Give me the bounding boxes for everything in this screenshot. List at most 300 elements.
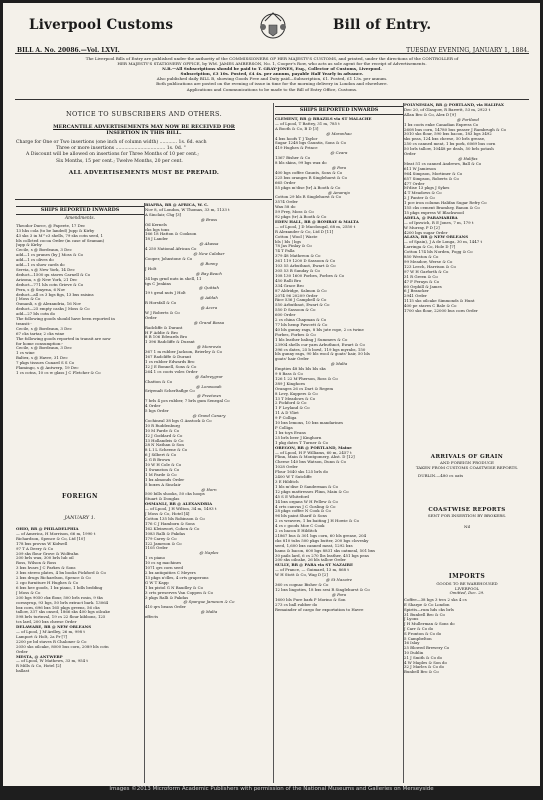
subscribers-notice	[16, 107, 272, 176]
entry-line: 360 cs cognac Bisher & Co	[275, 583, 329, 587]
entry-line: 12 J Goddard & Co	[145, 433, 183, 438]
grain-arrivals-box	[404, 451, 530, 478]
entry-line: @ Monrovia	[197, 345, 221, 350]
section-heading: SHIPS REPORTED INWARDS	[275, 106, 403, 115]
entry-line: 10 bxs lemons, 10 bxs mandarines	[275, 421, 343, 426]
entry-line: 598 brls turtnval, 19 cs 22 flour kibbons, 125	[16, 615, 106, 620]
coastwise-nil: Nil	[463, 524, 471, 529]
grain-heading: ARRIVALS OF GRAIN	[430, 454, 504, 460]
entry-line: 8 B 106 Edwards Bro	[145, 335, 188, 340]
column-1	[16, 203, 144, 376]
column-4-entries	[404, 103, 532, 314]
entry-line: 8 L I L Scheene & Co	[145, 448, 188, 453]
entry-line: tcs lard, 200 bxs cheese Order	[16, 620, 77, 625]
entry-line: 1600 bls Pure bark P Morino & Son	[275, 597, 346, 602]
entry-line: 665 Order	[275, 180, 296, 185]
entry-line: @ Ceara	[330, 151, 348, 156]
entry-line: J Lyons	[404, 617, 419, 622]
entry-line: 32 J Marles & Co do	[404, 665, 445, 670]
entry-line: 1 cs piano	[145, 556, 166, 561]
entry-line: Radcliffe & Durant	[145, 325, 183, 330]
entry-line: bls | bls | bgs	[275, 239, 302, 244]
entry-line: @ Naples	[199, 551, 219, 556]
entry-line: — of Lpool, W Mathews, 33 m, 954 t	[16, 659, 88, 664]
entry-line: 87 Aldridge, Salmon & Co	[275, 288, 327, 293]
entry-line: ballast	[16, 669, 30, 674]
entry-line: H F Addie & Bro	[145, 330, 178, 335]
entry-line: deduct—25 empty casks J Moss & Co	[16, 307, 90, 312]
notice-line: N.B.—All Subscriptions should be paid to T. GRAY-JONES, Esq., Collector of Customs, Liverpool.	[162, 66, 382, 72]
entry-line: 1 396 Radcliffe & Durant	[145, 340, 195, 345]
entry-line: 13 T Meadows & Co	[275, 396, 316, 401]
entry-line: 78 Jas Finlay & Co	[275, 244, 312, 249]
entry-line: ADELA, @ PARAMARIBA	[404, 215, 458, 220]
entry-line: Baltex, s @ Havre, 31 Dec	[16, 356, 68, 361]
entry-line: 550 Arbuthnot, Ewart & Co	[275, 303, 330, 308]
entry-line: Richardson, Spence & Co, Ltd [10]	[16, 536, 85, 541]
entry-line: 96 bls paint Sharif & Sons	[275, 514, 327, 519]
entry-line: 1 bls leather baling J Summers & Co	[275, 337, 348, 342]
entry-line: 850 Weston & Co	[404, 255, 439, 260]
entry-line: @ Sabreygrar	[195, 374, 223, 379]
entry-line: 2 J Panter & Co	[404, 196, 435, 201]
entry-line: Pera, s @ Smyrna, 6 Nov	[16, 287, 66, 292]
entry-line: 4 bxs hoofs T J Taylor	[275, 136, 318, 141]
entry-line: Cotton 135 bls Robinson & Co	[145, 517, 205, 521]
entry-line: 50 brls tallow, 10448 pe deals, 50 brls potash	[404, 147, 494, 152]
entry-line: 67 cks tartar, 2 cks wine	[16, 331, 65, 336]
masthead-title-right: Bill of Entry.	[333, 17, 432, 33]
entry-line: @ Accra	[200, 306, 218, 311]
entry-line: Oil Kernels	[145, 222, 167, 227]
entry-line: add—1 cs prunes (by J Moss & Co	[16, 253, 84, 258]
entry-line: 1 bls m'dise D Sanderman & Co	[275, 484, 338, 489]
entry-line: cks bgs tons	[145, 227, 170, 232]
entry-line: Bunbell Bro & Co	[404, 670, 439, 675]
section-heading: SHIPS REPORTED INWARDS	[16, 206, 144, 215]
all-ads-prepaid: ALL ADVERTISEMENTS MUST BE PREPAID.	[68, 169, 220, 176]
entry-line: POLYNESIAN, BR @ PORTLAND, via HALIFAX	[404, 103, 504, 107]
entry-line: Servia, s @ New York, 14 Dec	[16, 267, 75, 272]
entry-line: 1 bx toys Evans	[275, 430, 306, 435]
entry-line: 477 Order	[404, 181, 425, 186]
entry-line: — of Lpool, J H Wilton, 34 m, 1493 t	[145, 507, 217, 512]
entry-line: Cotton 29 bls R Singlehurst & Co	[275, 195, 341, 200]
entry-line: 16 Islay	[404, 641, 420, 646]
entry-line: CLEMENT, BR @ BRAZILS via ST MALACHE	[275, 116, 372, 121]
column-3	[275, 103, 403, 612]
entry-line: 3 E Hilditch	[275, 479, 299, 484]
entry-line: @ St Nazaire	[325, 578, 353, 583]
notice-rule	[15, 99, 529, 100]
entry-line: 59 Frey, Moss & Co	[275, 210, 314, 215]
entry-line: @ Spargue Jameson & Co	[183, 600, 235, 605]
entry-line: @ New Calabar	[193, 252, 225, 257]
entry-line: 21867 bus & 301 bgs corn, 60 bls grease, 204	[275, 533, 367, 538]
amendments-heading: Amendments.	[65, 215, 95, 221]
grain-dublin: DUBLIN.—480 cs oats	[418, 473, 464, 478]
entry-line: Arizona, s @ New York, 21 Dec	[16, 277, 78, 282]
entry-line: sks peas, 124 bxs cheese, 50 brls grease,	[404, 137, 486, 142]
entry-line: 3 bxs stereo plates, 4 bx books Pickford & Co	[16, 571, 106, 576]
entry-line: 4 T Meadows & Co	[404, 191, 442, 196]
entry-line: @ Akassa	[199, 242, 219, 247]
entry-line: 2608 bus corn, 14780 bus peaser J Rambrugh & Co	[404, 127, 507, 132]
entry-line: 1 M Parde & Co	[145, 472, 177, 477]
entry-line: Flamingo, s @ Antwerp, 19 Dec	[16, 366, 79, 371]
entry-line: 2 Pickford & Co	[275, 401, 307, 406]
entry-line: 334 Grace Bro	[275, 283, 304, 288]
entry-line: 3574 Order	[275, 200, 298, 205]
entry-line: 2 G B Brown	[145, 458, 171, 463]
entry-line: 28 pkgs coffee N Cook & Co	[275, 509, 331, 514]
entry-line: 1 Swanston & Co	[145, 467, 180, 472]
entry-line: 2941 Order	[404, 294, 427, 299]
masthead-rule	[15, 53, 529, 54]
royal-crest-icon	[255, 7, 291, 43]
entry-line: add—1 cs olives do	[16, 258, 54, 263]
column-3-entries	[275, 117, 403, 613]
entry-line: 25 Blowed Brewery Co	[404, 646, 450, 651]
imports-box	[404, 575, 530, 675]
entry-line: 3 crts preserves Van Coppen & Co	[145, 590, 213, 595]
entry-line: 1105 Order	[145, 546, 168, 551]
entry-line: deduct—771 hls cotn Grieve & Co	[16, 282, 84, 287]
copyright-footer: Images ©2013 Microform Academic Publishers with permission of the National Museums and Galleries on Merseyside	[109, 786, 434, 792]
entry-line: DELAWARE, BR @ NEW ORLEANS	[16, 625, 92, 630]
entry-line: 4 Order	[145, 404, 161, 409]
entry-line: 1 bx almonds Order	[145, 477, 185, 482]
entry-line: 25 brls beer J Kinghorn	[275, 435, 322, 440]
entry-line: Ross, Wilson & Ross	[16, 561, 57, 566]
entry-line: — of Lpool, H F Williams, 60 m, 2457 t	[275, 450, 352, 455]
entry-line: add—1 cs show cards do	[16, 263, 65, 268]
entry-line: 11 A D Vliet	[275, 411, 299, 416]
issue-date: TUESDAY EVENING, JANUARY 1, 1884.	[406, 47, 529, 54]
entry-line: 77 bls hemp Fawcett & Co	[275, 322, 328, 327]
entry-line: @ Bay Beach	[196, 271, 222, 276]
foreign-entries-list	[16, 527, 144, 674]
entry-line: 200 brls wax, 300 brls lub oil	[16, 556, 74, 561]
entry-line: Flinn, Main & Montgomery, Ahst. D [12]	[275, 455, 355, 460]
entry-line: 2 cs china Chapman & Co	[275, 318, 327, 323]
notice-line: Both publications are posted on the evening of issue in time for the morning delivery in London and elsewhere.	[156, 81, 388, 87]
coastwise-subheading: SENT FOR INSERTION BY BROKERS.	[427, 513, 507, 518]
entry-line: 6 J Silbert & Co	[145, 453, 177, 458]
entry-line: 15 pkgs express W Blackwood	[404, 210, 464, 215]
entry-line: deduct—1500 qu staves Carnell & Co	[16, 272, 91, 277]
entry-line: 410 qrs beans Order	[145, 605, 186, 610]
column-4	[404, 103, 532, 314]
entry-line: 9 P Colliga	[275, 416, 297, 421]
entry-line: OREGON, BR @ PORTLAND, Maine	[275, 445, 352, 450]
entry-line: 9 8 Bass & Co	[275, 372, 303, 377]
notice-line: Subscription, £3 10s. Posted, £4 4s. per annum, payable Half Yearly in advance.	[180, 71, 364, 77]
entry-line: Theodor Durce, @ Papeete, 17 Dec	[16, 223, 86, 228]
entry-line: 31 R Green & Co	[404, 274, 438, 279]
entry-line: J Moss & Co, Hotel [4]	[145, 512, 190, 517]
entry-line: M'dise 13 pkgs J Sykes	[404, 186, 450, 191]
entry-line: 92 pkgs (tr) A Booth & Co	[275, 215, 327, 220]
entry-line: 7 brls 4 pcs rubber, 7 brls gum Senegal Co	[145, 399, 230, 404]
entry-line: hams & bacon, 600 bgs 8831 sks oatmeal, 501 bxs	[275, 548, 375, 553]
foreign-heading: FOREIGN	[62, 493, 98, 500]
notice-line: HER MAJESTY'S STATIONERY OFFICE, by WM. JAMES AMBERSON, No. 1, Cooper's Row, who acts as sole agent for the receipt of Advertisements.	[117, 61, 427, 67]
entry-line: 225 bxs oranges R Singlehurst & Co	[275, 175, 347, 180]
entry-line: tallow, 337 sks onsed, 1866 sks 400 bgs oilcake	[16, 610, 111, 615]
charge-line: A Discount will be allowed on insertions for Three Months of 10 per cent.;	[26, 152, 199, 158]
mercantile-ads-line: MERCANTILE ADVERTISEMENTS MAY NOW BE RECEIVED FOR	[53, 124, 235, 131]
entry-line: W J Roberts & Co	[145, 310, 180, 315]
entry-line: 178 bxs provns W Kidwell	[16, 541, 68, 546]
entry-line: — of Ipswich, R E Jones, 7 m, 179 t	[404, 220, 474, 225]
entry-line: goats' hair Order	[275, 357, 309, 362]
entry-line: 4 W Maples & Son do	[404, 660, 447, 665]
entry-line: 23904 shells cur yarn Arbuthnot, Ewart & Co	[275, 342, 365, 347]
entry-line: 2 cgo furniture H Hughes & Co	[16, 580, 79, 585]
entry-line: @ Quittah	[198, 286, 220, 291]
entry-line: 209 sks flour Grove & Wolfrahn	[16, 551, 79, 556]
entry-line: 500 bills shooks, 50 cks hoops	[145, 492, 205, 497]
entry-line: 400 pe staves C Bale & Co	[404, 304, 457, 309]
entry-line: A Booth & Co, B D [3]	[275, 126, 319, 131]
entry-line: 21 J Smith & Co do	[404, 655, 442, 660]
subscribers-heading: NOTICE TO SUBSCRIBERS AND OTHERS.	[65, 110, 223, 118]
entry-line: Stuart & Douglas	[145, 497, 180, 502]
entry-line: 155 cks cement Bramhey, Banon & Co	[404, 206, 480, 211]
entry-line: Cecile, s @ Bordeaux, 3 Dec	[16, 248, 72, 253]
entry-line: @ Para	[331, 165, 347, 170]
entry-line: 1071 qrs corn seed	[145, 566, 183, 571]
entry-line: cornsyrup, 93 bgs, 50 brls extract bark. 13064	[16, 600, 109, 605]
entry-line: 12 bxs lingoties, 18 bxs sesi R Singlehurst & Co	[275, 587, 370, 592]
entry-line: 3010 sks flour, 590 bxs bacon, 183 bgs 3492	[404, 132, 492, 137]
entry-line: Remainder of cargo for exportation to Havre	[275, 607, 364, 612]
charge-line: Charge for One or Two insertions (one inch of column width) ............ 1s. 6d. each	[16, 140, 207, 146]
entry-line: 97 T A Deery & Co	[16, 546, 54, 551]
entry-line: 122 Jameson & Co	[145, 541, 182, 546]
entry-line: 2400 W T Sutcliffe	[275, 475, 312, 480]
entry-line: Cooper, Johnstone & Co	[145, 256, 193, 261]
entry-line: for home consumption:-	[16, 341, 63, 346]
entry-line: — of Lpool, J M'Ardley, 26 m, 998 t	[16, 630, 85, 635]
entry-line: 1 pce iron column Halifax Sugar Refry Co	[404, 201, 487, 206]
entry-line: SULLY, BR @ PARA via ST NAZAIRE	[275, 563, 353, 568]
entry-line: @ Freetown	[196, 394, 222, 399]
entry-line: R Mills & Co, Hotel [2]	[16, 664, 62, 669]
entry-line: 1 cs wine	[16, 351, 35, 356]
entry-line: 30 pails lard, 6 cs 270 lbs leather, 451 bgs peas	[275, 553, 369, 558]
entry-line: 2 cs bacon E Hilditch	[275, 529, 318, 534]
entry-line: 2 bx antiquities C Meyers	[145, 570, 196, 575]
imports-subheading: GOODS TO BE WAREHOUSED	[436, 580, 498, 586]
entry-line: 4 cs c goods Moe C Cook	[275, 524, 325, 529]
entry-line: W Murray, P D [2]	[404, 225, 440, 230]
entry-line: 8 Levy, Kuppers & Co	[275, 391, 318, 396]
entry-line: 47 F Ferayn & Co	[404, 279, 440, 284]
entry-line: Order	[404, 152, 416, 157]
entry-line: 7 pkgs tissues Cunard S S Co	[16, 361, 75, 366]
publication-notice	[19, 56, 525, 92]
entry-line: 200 sks oilcake, 26 bls tallow Order	[275, 558, 346, 563]
entry-line: Cecile, s @ Bordeaux, 3 Dec	[16, 326, 72, 331]
notice-line: Applications and Communications to be made to the Bill of Entry Office, Customs.	[186, 86, 358, 92]
entry-line: 60 Orphill & James	[404, 284, 442, 289]
entry-line: 396 cs dates, 25 b bowl, 119 bgs myrabs, 150	[275, 347, 366, 352]
entry-line: 28 N Nathan & Son	[145, 443, 184, 448]
entry-line: 1 pkg dates T Turner & Co	[275, 440, 328, 445]
entry-line: 3 pkgs Ralli & Pakdas	[145, 595, 189, 600]
entry-line: bsx corn, 696 bxs 165 pkgs greens, 56 cks	[16, 605, 100, 610]
entry-line: The following goods reported in transit are now	[16, 336, 111, 341]
masthead-title-left: Liverpool Customs	[29, 17, 174, 33]
entry-line: tgs C Jenkins	[145, 281, 171, 286]
amendments-list	[16, 224, 144, 376]
entry-line: Empties 48 bls bls bls sks	[275, 367, 326, 372]
entry-line: 600 Order	[275, 313, 296, 318]
entry-line: 13 Hollandeis & Co	[145, 438, 184, 443]
entry-line: Meat 51 cs canned Andrews, Ball & Co	[404, 161, 482, 166]
entry-line: 167 Radcliffe & Durant	[145, 355, 192, 360]
imports-date: Omitted, Dec. 29.	[449, 590, 485, 596]
entry-line: 305 53 B Sunday & Co	[275, 269, 320, 273]
column-2-entries	[145, 203, 273, 620]
entry-line: 550 D Sassoon & Co	[275, 308, 316, 313]
entry-line: 400 bgs coffee Gaunts, Sons & Co	[275, 170, 343, 175]
entry-line: 1 bx pistol G N Baudley & Co	[145, 585, 203, 590]
entry-line: 14 bxs organs W H Pellew & Co	[275, 499, 338, 504]
entry-line: J H Mullerman & Sons do	[404, 622, 455, 627]
entry-line: 176 C J Hamborn & Sons	[145, 521, 195, 526]
entry-line: Order	[16, 649, 28, 654]
entry-line: effects	[145, 615, 159, 620]
entry-line: 450 Ralli Bro	[275, 278, 302, 283]
entry-line: 40 bls gunny rags, 8 bls jute rope, 2 cs twine	[275, 327, 364, 332]
entry-line: Cecile, s @ Bordeaux, 3 Dec	[16, 346, 72, 351]
column-1-foreign	[16, 527, 144, 674]
entry-line: 12 pkgs mattresses Flinn, Main & Co	[275, 489, 349, 494]
entry-line: 1 bx coots enke Canadian Express Co	[404, 122, 479, 127]
entry-line: 162 Kleinwort, Cohen & Co	[145, 526, 200, 531]
entry-line: Cotton | Wool | Waste	[275, 234, 318, 239]
entry-line: 379 48 Mathreon & Co	[275, 254, 321, 259]
entry-line: @ Grand Canary	[192, 413, 226, 418]
entry-line: @ Addah	[200, 296, 218, 301]
entry-line: 6 J Brancker	[404, 289, 429, 294]
entry-line: @ Lonwoaah	[196, 384, 222, 389]
entry-line: A Sinclair, Chg [3]	[145, 212, 182, 217]
entry-line: 2 cs weavers, 1 bx baiting J H Howie & Co	[275, 519, 359, 524]
entry-line: @ Maranhao	[326, 131, 352, 136]
entry-line: @ Brass	[200, 217, 218, 222]
entry-line: OSMANLI, BR @ ALEXANDRIA	[145, 502, 213, 507]
entry-line: 10 M Parde & Co	[145, 428, 180, 433]
entry-line: Spirits—rum hds cks brls	[404, 607, 454, 612]
entry-line: S Fronton & Co do	[404, 631, 442, 636]
entry-line: @ Bonny	[200, 261, 218, 266]
entry-line: 1 cs cotns, 10 cs w glass J C Fletcher & Co	[16, 371, 101, 375]
entry-line: 108 130 1600 Forbes, Forbes & Co	[275, 273, 345, 278]
charge-line: Three or more insertions .................................. 1s. 0d. "	[56, 146, 186, 152]
entry-line: 4200 bgs sugar Order	[404, 230, 448, 235]
entry-line: 1367 Bisher & Co	[275, 156, 311, 161]
entry-line: 55 pkgs m'dise [tr] A Booth & Co	[275, 185, 341, 190]
entry-line: 5 boxes A Sinclair	[145, 482, 181, 487]
entry-line: 10 Dublin	[404, 650, 424, 655]
entry-line: 1115 sks oilcake Simmonds & Hunt	[404, 299, 475, 304]
entry-line: R Horsfall & Co	[145, 301, 177, 306]
entry-line: 611 W Jamieson	[404, 166, 436, 171]
entry-line: J Moss & Co	[16, 297, 41, 302]
grain-source: TAKEN FROM CUSTOMS COASTWISE REPORTS.	[415, 465, 519, 470]
entry-line: @ Portland	[457, 117, 479, 122]
entry-line: Jupp & Kirby	[16, 243, 42, 248]
entry-line: 1 cs rubber Edwards Bro	[145, 360, 195, 364]
entry-line: Lamport & Holt, 2a Pr [7]	[16, 634, 68, 639]
entry-line: deduct—all cs 3 bgs figs, 13 bxs raisins	[16, 292, 94, 297]
entry-line: @ Malta	[330, 362, 348, 367]
imports-list	[404, 598, 530, 675]
entry-line: 5 bgs Order	[145, 409, 169, 414]
entry-line: 13 pkgs n'dles, 4 crts graperons	[145, 575, 209, 580]
entry-line: add—27 bls cotn do	[16, 312, 56, 317]
entry-line: 34 bgs grnd nuts in shell, 11	[145, 276, 202, 281]
entry-line: @ Halifax	[458, 156, 478, 161]
entry-line: 18 J Lander	[145, 237, 169, 242]
foreign-date: JANUARY 1.	[64, 515, 96, 521]
entry-line: 31 Bunbell Bro & Co	[404, 612, 445, 617]
imports-place: LIVERPOOL	[454, 585, 480, 591]
entry-line: 2 bxs drugs Richardson, Spence & Co	[16, 576, 91, 581]
subscribers-rule	[15, 199, 272, 200]
entry-line: 19 t grnd nuts J Holt	[145, 291, 186, 296]
entry-line: 419 Hughes & Prince	[275, 146, 318, 151]
entry-line: 367 1 m rubber Jackson, Brierley & Co	[145, 350, 222, 355]
mercantile-ads-line: INSERTION IN THIS BILL.	[106, 130, 182, 137]
entry-line: 13 hhs cola (to be landed) Jupp & Kirby	[16, 228, 95, 233]
entry-line: Cotton 174 bls Norden, Fogg & Co	[404, 250, 473, 255]
entry-line: 4 crts canvas J C Gosling & Co	[275, 504, 336, 509]
entry-line: Order	[145, 315, 157, 320]
entry-line: 2200 pe bd staves R Chaloner & Co	[16, 639, 87, 644]
entry-line: 250 cs canned meat, 1 bx pork, 6069 bus corn	[404, 142, 496, 147]
entry-line: @ Malta	[200, 610, 218, 615]
entry-line: OHIO, BR @ PHILADELPHIA	[16, 527, 79, 531]
entry-line: BIAFRA, BR @ AFRICA, W. C.	[145, 203, 209, 207]
entry-line: J Carr & Co do	[404, 626, 434, 631]
entry-line: Forbes, Forbes & Co	[275, 332, 316, 337]
entry-line: bls collcted cocoa Order (in case of Seaman)	[16, 238, 105, 243]
entry-line: J Moss & Co	[16, 590, 41, 595]
entry-line: Larringa & Co, Hole D [7]	[404, 245, 456, 250]
entry-line: @ Amaraja	[328, 190, 350, 195]
entry-line: 97 W H Garforth & Co	[404, 269, 449, 274]
entry-line: Flour 1640 sks 125 brls do	[275, 470, 328, 475]
entry-line: @ Para	[331, 592, 347, 597]
notice-line: The Liverpool Bills of Entry are published under the authority of the COMMISSIONERS OF HER MAJESTY'S CUSTOMS, and printed, under the directions of the CONTROLLER of	[85, 56, 459, 61]
entry-line: W H Stott & Co, Wag D [2]	[275, 573, 328, 578]
entry-line: Sriyenalt Scherltaflge Co	[145, 389, 195, 394]
entry-line: 273 cs ball rubber do	[275, 602, 318, 607]
entry-line: cks 810 tubs 500 pkgs butter, 200 bgs clovesky	[275, 538, 369, 543]
bill-number: BILL A. No. 20086.—Vol. LXVI.	[17, 47, 120, 54]
entry-line: 361 119 1200 D Sassoon & Co	[275, 259, 336, 264]
entry-line: 5 Campbelton	[404, 636, 432, 641]
charge-line: Six Months, 15 per cent.; Twelve Months, 20 per cent.	[56, 158, 183, 164]
entry-line: — of France, — Guimard, 13 m, 868 t	[275, 568, 349, 573]
entry-line: Oranges 26 cs Dart & Regem	[275, 386, 334, 391]
entry-line: — of Lpool, J D Macdougal, 68 m, 2550 t	[275, 224, 356, 229]
